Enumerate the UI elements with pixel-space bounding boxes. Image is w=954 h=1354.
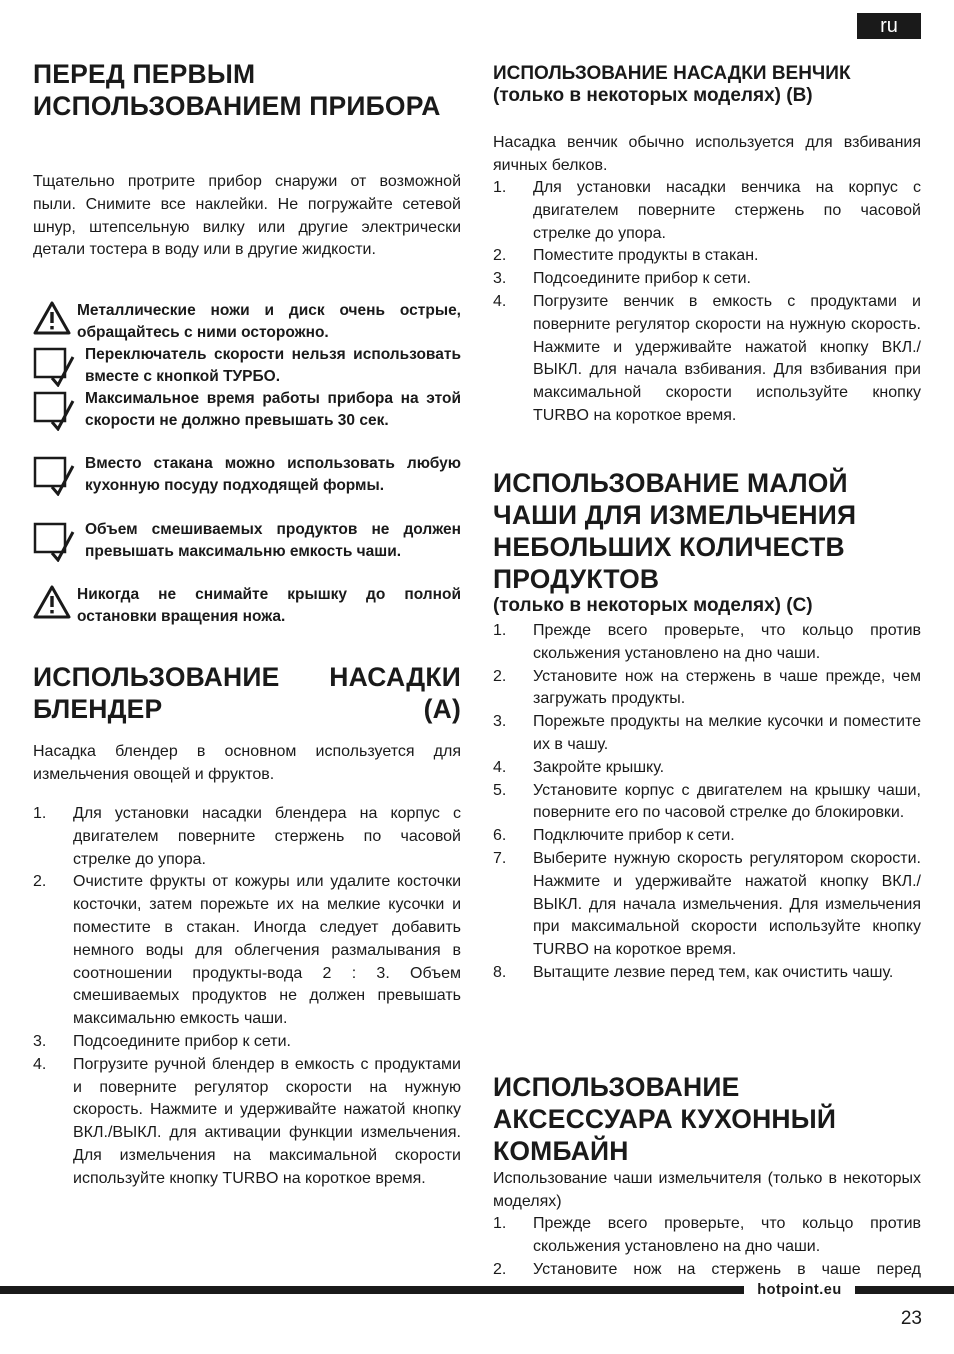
food-processor-steps (493, 1213, 921, 1281)
section-title-food-processor: ИСПОЛЬЗОВАНИЕ АКСЕССУАРА КУХОННЫЙ КОМБАЙН (493, 1072, 837, 1166)
language-badge: ru (857, 13, 921, 39)
list-item: 2. Установите нож на стержень в чаше прежде, чем загружать продукты. (493, 667, 921, 708)
section-title-small-bowl: ИСПОЛЬЗОВАНИЕ МАЛОЙ ЧАШИ ДЛЯ ИЗМЕЛЬЧЕНИЯ НЕБОЛЬШИХ КОЛИЧЕСТВ ПРОДУКТОВ (493, 468, 857, 594)
list-item: 1. Прежде всего проверьте, что кольцо против скольжения установлено на дно чаши. (493, 1215, 921, 1255)
small-bowl-steps (493, 620, 921, 985)
list-item: 2. Установите нож на стержень в чаше перед (493, 1260, 921, 1278)
checkbox-tick-icon (33, 347, 75, 394)
warning-text: Металлические ножи и диск очень острые, обращайтесь с ними осторожно. (77, 302, 461, 341)
small-bowl-subtitle: (только в некоторых моделях) (C) (493, 595, 813, 616)
note-max-time (33, 388, 461, 438)
warning-sharp-blades (33, 300, 461, 344)
warning-triangle-icon (33, 301, 71, 342)
checkbox-tick-icon (33, 522, 75, 569)
list-item: 3. Подсоедините прибор к сети. (493, 270, 751, 288)
list-item: 1. Для установки насадки венчика на корпус с двигателем поверните стержень по часовой стрелке до упора. (493, 179, 921, 242)
list-item: 8. Вытащите лезвие перед тем, как очистить чашу. (493, 963, 894, 981)
list-item: 3. Подсоедините прибор к сети. (33, 1032, 291, 1050)
whisk-steps (493, 177, 921, 428)
section-title-before-first-use: ПЕРЕД ПЕРВЫМ ИСПОЛЬЗОВАНИЕМ ПРИБОРА (33, 59, 441, 121)
footer-brand: hotpoint.eu (744, 1279, 855, 1301)
checkbox-tick-icon (33, 456, 75, 503)
intro-paragraph: Тщательно протрите прибор снаружи от возможной пыли. Снимите все наклейки. Не погружайте сетевой шнур, штепсельную вилку или другие электрически детали тостера в воду или в другие жидкости. (33, 173, 461, 259)
whisk-intro: Насадка венчик обычно используется для взбивания яичных белков. (493, 134, 921, 174)
note-volume (33, 519, 461, 569)
blender-steps (33, 803, 461, 1191)
warning-triangle-icon (33, 585, 71, 626)
list-item: 1. Прежде всего проверьте, что кольцо против скольжения установлено на дно чаши. (493, 622, 921, 662)
warning-text: Никогда не снимайте крышку до полной остановки вращения ножа. (77, 586, 461, 625)
list-item: 2. Очистите фрукты от кожуры или удалите косточки косточки, затем порежьте их на мелкие кусочки и поместите в стакан. Иногда следует добавить немного воды для облегчения размалывания в соотношении продукты-вода 2 : 3. Объем смешиваемых продуктов не должен превышать максимальню емкость чаши. (33, 873, 461, 1028)
note-text: Переключатель скорости нельзя использовать вместе с кнопкой ТУРБО. (85, 346, 461, 385)
list-item: 6. Подключите прибор к сети. (493, 827, 735, 845)
section-title-whisk: ИСПОЛЬЗОВАНИЕ НАСАДКИ ВЕНЧИК (только в некоторых моделях) (B) (493, 63, 851, 106)
note-container (33, 453, 461, 503)
warning-lid (33, 584, 461, 628)
checkbox-tick-icon (33, 391, 75, 438)
list-item: 2. Поместите продукты в стакан. (493, 247, 759, 265)
note-text: Максимальное время работы прибора на этой скорости не должно превышать 30 сек. (85, 390, 461, 429)
list-item: 4. Закройте крышку. (493, 758, 665, 776)
note-text: Вместо стакана можно использовать любую кухонную посуду подходящей формы. (85, 455, 461, 494)
list-item: 5. Установите корпус с двигателем на крышку чаши, поверните его по часовой стрелке до блокировки. (493, 781, 921, 822)
section-title-blender: ИСПОЛЬЗОВАНИЕ НАСАДКИ БЛЕНДЕР (A) (33, 662, 461, 724)
food-processor-intro: Использование чаши измельчителя (только в некоторых моделях) (493, 1170, 921, 1210)
list-item: 1. Для установки насадки блендера на корпус с двигателем поверните стержень по часовой стрелке до упора. (33, 805, 461, 868)
list-item: 3. Порежьте продукты на мелкие кусочки и поместите их в чашу. (493, 713, 921, 753)
list-item: 4. Погрузите венчик в емкость с продуктами и поверните регулятор скорости на нужную скорость. Нажмите и удерживайте нажатой кнопку ВКЛ./ВЫКЛ. для начала взбивания. Для взбивания при максимальной скорости используйте кнопку TURBO на короткое время. (493, 292, 921, 424)
note-speed-switch (33, 344, 461, 394)
list-item: 4. Погрузите ручной блендер в емкость с продуктами и поверните регулятор скорости на нужную скорость. Нажмите и удерживайте нажатой кнопку ВКЛ./ВЫКЛ. для активации функции измельчения. Для измельчения на максимальной скорости используйте кнопку TURBO на короткое время. (33, 1055, 461, 1187)
list-item: 7. Выберите нужную скорость регулятором скорости. Нажмите и удерживайте нажатой кнопку ВКЛ./ВЫКЛ. для начала измельчения. Для измельчения при максимальной скорости используйте кнопку TURBO на короткое время. (493, 849, 921, 959)
blender-intro: Насадка блендер в основном используется для измельчения овощей и фруктов. (33, 743, 461, 783)
page-number: 23 (900, 1308, 922, 1329)
note-text: Объем смешиваемых продуктов не должен превышать максимальню емкость чаши. (85, 521, 461, 560)
